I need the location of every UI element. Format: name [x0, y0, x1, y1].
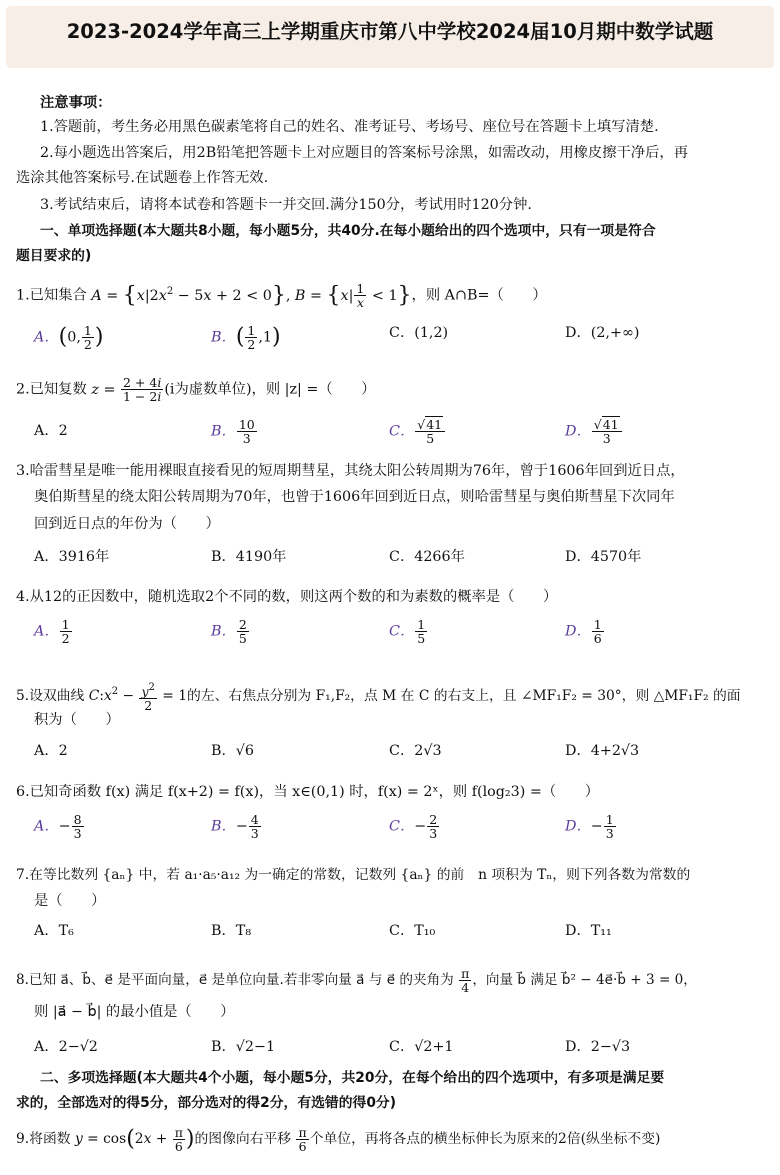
q3-option-a: A．3916年 [34, 549, 110, 565]
q1-lead: 1.已知集合 [16, 287, 87, 304]
question-9 [16, 1126, 660, 1153]
question-4: 4.从12的正因数中，随机选取2个不同的数，则这两个数的和为素数的概率是（ ） [16, 589, 558, 605]
q2-tail: (i为虚数单位)，则 |z| =（ ） [164, 381, 376, 398]
q1-tail: ，则 A∩B=（ ） [411, 287, 547, 304]
q7-line1: 7.在等比数列 {aₙ} 中，若 a₁·a₅·a₁₂ 为一确定的常数，记数列 {aₙ} 的前 n 项积为 Tₙ，则下列各数为常数的 [16, 867, 691, 883]
q8-option-d: D．2−√3 [565, 1039, 631, 1055]
q5-lead: 5.设双曲线 [16, 688, 85, 704]
q4-option-b: B． $\frac{2}{5}$ [211, 617, 247, 646]
q6-option-c: C．− $\frac{2}{3}$ [389, 812, 438, 841]
q6-option-b: B．− $\frac{4}{3}$ [211, 812, 259, 841]
q4-option-a: A． $\frac{1}{2}$ [34, 617, 70, 646]
q7-line2: 是（ ） [34, 893, 106, 909]
q3-option-c: C．4266年 [389, 549, 465, 565]
note-3: 3.考试结束后，请将本试卷和答题卡一并交回.满分150分，考试用时120分钟. [40, 197, 532, 213]
section1-line1: 一、单项选择题(本大题共8小题，每小题5分，共40分.在每小题给出的四个选项中，只有一项是符合 [40, 223, 656, 239]
q1-formula: $A = \{x|2x^2 - 5x + 2 < 0\}$, B = {x| $\frac{1}{x}$ < 1} [91, 281, 412, 310]
q4-option-c: C． $\frac{1}{5}$ [389, 617, 426, 646]
q8-line1b: ，向量 b⃗ 满足 b⃗² − 4e⃗·b⃗ + 3 = 0， [472, 972, 697, 988]
note-2b: 选涂其他答案标号.在试题卷上作答无效. [16, 170, 269, 186]
q2-option-d: D． $\frac{√41}{3}$ [565, 418, 623, 445]
q4-option-d: D． $\frac{1}{6}$ [565, 617, 602, 646]
q8-angle: $\frac{\pi}{4}$ [461, 966, 470, 995]
q9-shift: $\frac{\pi}{6}$ [298, 1125, 307, 1154]
q3-option-d: D．4570年 [565, 549, 642, 565]
q5-option-a: A．2 [34, 743, 68, 759]
q1-option-c: C．(1,2) [389, 325, 449, 341]
q9-tail: 个单位，再将各点的横坐标伸长为原来的2倍(纵坐标不变) [309, 1131, 661, 1147]
notes-heading: 注意事项： [40, 95, 112, 111]
q6-option-a: A．− $\frac{8}{3}$ [34, 812, 82, 841]
q3-option-b: B．4190年 [211, 549, 287, 565]
q2-option-b: B． $\frac{10}{3}$ [211, 417, 255, 446]
q2-option-c: C． $\frac{√41}{5}$ [389, 418, 446, 445]
question-5 [16, 681, 741, 712]
q5-option-b: B．√6 [211, 743, 255, 759]
q2-lead: 2.已知复数 [16, 381, 87, 398]
q1-option-b: B．( $\frac{1}{2}$ ,1) [211, 323, 281, 352]
q9-mid: 的图像向右平移 [194, 1131, 292, 1147]
question-8 [16, 967, 697, 994]
q5-formula: $C:x^2$ − $\frac{y^2}{2}$ = 1 [88, 682, 188, 713]
q9-lead: 9.将函数 [16, 1131, 71, 1147]
question-2 [16, 376, 376, 403]
q6-option-d: D．− $\frac{1}{3}$ [565, 812, 614, 841]
note-1: 1.答题前，考生务必用黑色碳素笔将自己的姓名、准考证号、考场号、座位号在答题卡上填写清楚. [40, 119, 659, 135]
q3-line3: 回到近日点的年份为（ ） [34, 516, 220, 532]
section1-line2: 题目要求的) [16, 248, 92, 264]
q8-option-b: B．√2−1 [211, 1039, 276, 1055]
q7-option-a: A．T₆ [34, 923, 74, 939]
q1-option-a: A．(0, $\frac{1}{2}$ ) [34, 323, 104, 352]
note-2a: 2.每小题选出答案后，用2B铅笔把答题卡上对应题目的答案标号涂黑，如需改动，用橡皮擦干净后，再 [40, 145, 689, 161]
section2-line1: 二、多项选择题(本大题共4个小题，每小题5分，共20分，在每个给出的四个选项中，有多项是满足要 [40, 1070, 665, 1086]
q3-line2: 奥伯斯彗星的绕太阳公转周期为70年，也曾于1606年回到近日点，则哈雷彗星与奥伯斯彗星下次同年 [34, 489, 675, 505]
q5-tail: 的左、右焦点分别为 F₁,F₂，点 M 在 C 的右支上，且 ∠MF₁F₂ = 30°，则 △MF₁F₂ 的面 [187, 688, 741, 704]
question-6: 6.已知奇函数 f(x) 满足 f(x+2) = f(x)，当 x∈(0,1) 时，f(x) = 2ˣ，则 f(log₂3) =（ ） [16, 784, 600, 800]
page-title: 2023-2024学年高三上学期重庆市第八中学校2024届10月期中数学试题 [66, 20, 714, 43]
q3-line1: 3.哈雷彗星是唯一能用裸眼直接看见的短周期彗星，其绕太阳公转周期为76年，曾于1606年回到近日点， [16, 463, 685, 479]
q9-formula: y = cos(2x + $\frac{\pi}{6}$ ) [74, 1125, 195, 1154]
question-1 [16, 282, 547, 309]
q7-option-d: D．T₁₁ [565, 923, 612, 939]
q2-formula: z = $\frac{2 + 4i}{1 - 2i}$ [91, 375, 162, 404]
q5-line2: 积为（ ） [34, 712, 120, 728]
q8-option-c: C．√2+1 [389, 1039, 454, 1055]
q7-option-c: C．T₁₀ [389, 923, 436, 939]
q5-option-d: D．4+2√3 [565, 743, 640, 759]
q1-option-d: D．(2,+∞) [565, 325, 640, 341]
q8-line2: 则 |a⃗ − b⃗| 的最小值是（ ） [34, 1004, 235, 1020]
q2-option-a: A．2 [34, 423, 68, 439]
q5-option-c: C．2√3 [389, 743, 442, 759]
q8-line1a: 8.已知 a⃗、b⃗、e⃗ 是平面向量，e⃗ 是单位向量.若非零向量 a⃗ 与 e⃗ 的夹角为 [16, 972, 454, 988]
q7-option-b: B．T₈ [211, 923, 252, 939]
q8-option-a: A．2−√2 [34, 1039, 98, 1055]
section2-line2: 求的，全部选对的得5分，部分选对的得2分，有选错的得0分) [16, 1095, 397, 1111]
